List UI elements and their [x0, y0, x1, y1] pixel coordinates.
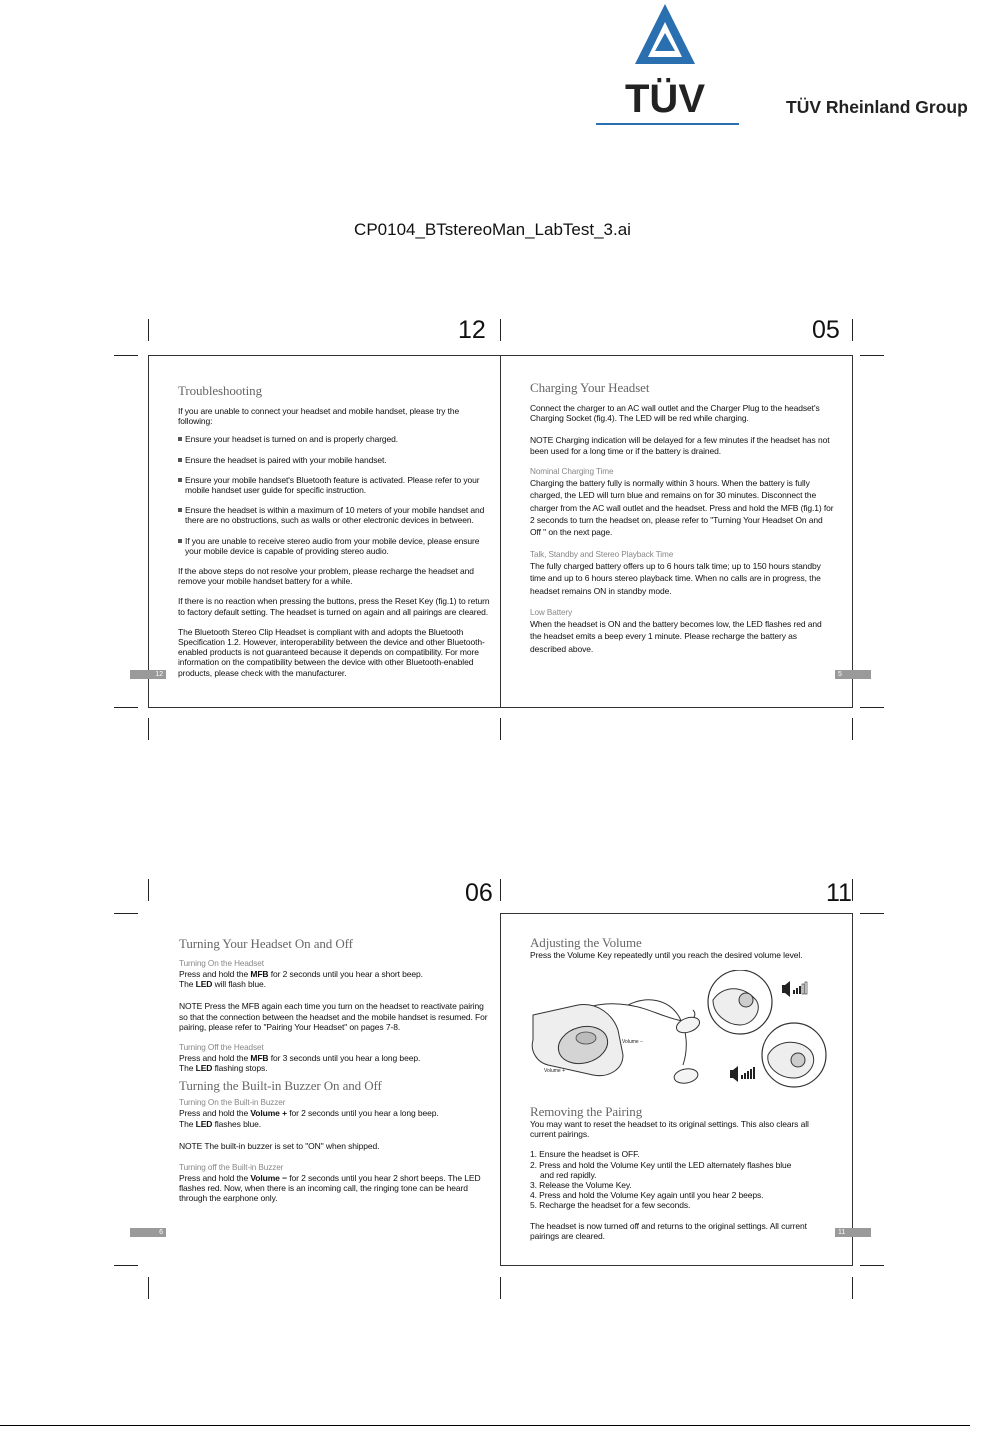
- crop-mark: [500, 879, 501, 901]
- crop-mark: [148, 879, 149, 901]
- volume-high-icon: [782, 981, 807, 997]
- paragraph: Press and hold the Volume − for 2 seconds until you hear 2 short beeps. The LED flashes red. Now, when there is an incoming call, the ringing tone can be heard through the earphone only.: [179, 1173, 481, 1204]
- page-number-left: 12: [458, 316, 486, 344]
- page-tab-right: 11: [835, 1228, 871, 1237]
- list-item: Ensure the headset is within a maximum of 10 meters of your mobile handset and there are no obstructions, such as walls or other electronic devices in between.: [178, 505, 493, 525]
- section-title: Removing the Pairing: [530, 1104, 643, 1119]
- subheading: Turning On the Built-in Buzzer: [179, 1098, 286, 1108]
- page-number-right: 05: [812, 316, 840, 344]
- volume-plus-key: Volume +: [250, 1108, 287, 1119]
- page-tab-left: 12: [130, 670, 166, 679]
- group-name: TÜV Rheinland Group: [786, 97, 968, 117]
- bottom-rule: [0, 1425, 970, 1426]
- logo-underline: [596, 123, 739, 125]
- paragraph: When the headset is ON and the battery becomes low, the LED flashes red and the headset emits a beep every 1 minute. Please recharge the battery as described above.: [530, 619, 822, 654]
- note: NOTE The built-in buzzer is set to "ON" when shipped.: [179, 1140, 380, 1151]
- list-item: and red rapidly.: [540, 1169, 597, 1180]
- list-item: Ensure your headset is turned on and is properly charged.: [178, 434, 493, 444]
- page-tab-left: 6: [130, 1228, 166, 1237]
- page-number-right: 11: [826, 879, 852, 907]
- steps-list: [530, 1149, 835, 1210]
- crop-mark: [114, 1265, 138, 1266]
- crop-mark: [860, 1265, 884, 1266]
- led-label: LED: [195, 1118, 213, 1129]
- crop-mark: [148, 718, 149, 740]
- crop-mark: [500, 718, 501, 740]
- section-title: Turning Your Headset On and Off: [179, 936, 353, 951]
- crop-mark: [852, 718, 853, 740]
- list-item: 4. Press and hold the Volume Key again until you hear 2 beeps.: [530, 1190, 764, 1201]
- list-item: Ensure your mobile handset's Bluetooth feature is activated. Please refer to your mobile handset user guide for specific instruction.: [178, 475, 493, 495]
- subheading: Talk, Standby and Stereo Playback Time: [530, 549, 674, 559]
- logo-text: TÜV: [625, 77, 705, 121]
- paragraph: The headset is now turned off and returns to the original settings. All current pairings are cleared.: [530, 1220, 807, 1241]
- headset-illustration: [528, 970, 838, 1090]
- led-label: LED: [195, 979, 213, 990]
- crop-mark: [148, 1277, 149, 1299]
- volume-minus-key: Volume −: [250, 1173, 287, 1184]
- paragraph: Press and hold the MFB for 2 seconds until you hear a short beep. The LED will flash blue.: [179, 969, 423, 990]
- headset-diagram-icon: [528, 970, 838, 1090]
- section-title: Troubleshooting: [178, 383, 262, 398]
- list-item: 5. Recharge the headset for a few seconds.: [530, 1200, 691, 1211]
- subheading: Nominal Charging Time: [530, 466, 614, 476]
- page-tab-right: 5: [835, 670, 871, 679]
- checklist: [178, 434, 493, 556]
- paragraph: If the above steps do not resolve your problem, please recharge the headset and remove your mobile handset battery for a while.: [178, 566, 474, 587]
- list-item: 1. Ensure the headset is OFF.: [530, 1149, 640, 1160]
- crop-mark: [852, 1277, 853, 1299]
- volume-page: [530, 936, 835, 970]
- list-item: If you are unable to receive stereo audio from your mobile device, please ensure your mobile device is capable of providing stereo audio.: [178, 536, 493, 556]
- spine-divider: [500, 355, 501, 708]
- paragraph: If you are unable to connect your headset and mobile handset, please try the following:: [178, 406, 460, 427]
- note: NOTE Charging indication will be delayed for a few minutes if the headset has not been used for a long time or if the battery is drained.: [530, 435, 830, 456]
- crop-mark: [114, 913, 138, 914]
- list-item: Ensure the headset is paired with your mobile handset.: [178, 455, 493, 465]
- crop-mark: [852, 879, 853, 901]
- note: NOTE Press the MFB again each time you turn on the headset to reactivate pairing so that the connection between the headset and the mobile handset is resumed. For pairing, please refer to "Pairing Your Headset" on pages 7-8.: [179, 1001, 488, 1032]
- list-item: 3. Release the Volume Key.: [530, 1180, 632, 1191]
- crop-mark: [500, 1277, 501, 1299]
- file-name: CP0104_BTstereoMan_LabTest_3.ai: [354, 220, 631, 239]
- power-page: [179, 937, 494, 1214]
- crop-mark: [114, 355, 138, 356]
- crop-mark: [114, 707, 138, 708]
- crop-mark: [148, 319, 149, 341]
- volume-minus-label: Volume −: [622, 1039, 643, 1045]
- crop-mark: [852, 319, 853, 341]
- paragraph: The Bluetooth Stereo Clip Headset is compliant with and adopts the Bluetooth Specification 1.2. However, interoperability between the device and other Bluetooth-enabled products is not guaranteed because it depends on compatibility. For more information on the compatibility between the device with other Bluetooth-enabled products, please check with the manufacturer.: [178, 626, 485, 678]
- crop-mark: [860, 913, 884, 914]
- mfb-key: MFB: [250, 969, 269, 979]
- list-item: 2. Press and hold the Volume Key until the LED alternately flashes blue: [530, 1159, 792, 1170]
- troubleshooting-page: [178, 384, 493, 688]
- section-title: Adjusting the Volume: [530, 935, 642, 950]
- subheading: Turning Off the Headset: [179, 1043, 264, 1053]
- subheading: Low Battery: [530, 608, 573, 618]
- subheading: Turning On the Headset: [179, 959, 264, 968]
- crop-mark: [860, 707, 884, 708]
- section-title: Charging Your Headset: [530, 380, 650, 395]
- crop-mark: [860, 355, 884, 356]
- paragraph: You may want to reset the headset to its original settings. This also clears all current pairings.: [530, 1119, 809, 1140]
- mfb-key: MFB: [250, 1053, 269, 1064]
- paragraph: Press and hold the Volume + for 2 seconds until you hear a long beep. The LED flashes blue.: [179, 1108, 439, 1129]
- paragraph: The fully charged battery offers up to 6 hours talk time; up to 150 hours standby time and up to 6 hours stereo playback time. When no calls are in progress, the headset remains ON in standby mode.: [530, 560, 821, 596]
- paragraph: If there is no reaction when pressing the buttons, press the Reset Key (fig.1) to return to factory default setting. The headset is turned on again and all pairings are cleared.: [178, 596, 490, 617]
- paragraph: Connect the charger to an AC wall outlet and the Charger Plug to the headset's Charging Socket (fig.4). The LED will be red while charging.: [530, 403, 820, 424]
- tuv-triangle-icon: [595, 0, 740, 125]
- paragraph: Charging the battery fully is normally within 3 hours. When the battery is fully charged, the LED will turn blue and remains on for 30 minutes. Disconnect the charger from the AC wall outlet and the headset. Press and hold the MFB (fig.1) for 2 seconds to turn the headset on, please refer to "Turning Your Headset On and Off " on the next page.: [530, 477, 834, 538]
- charging-page: [530, 381, 835, 665]
- crop-mark: [500, 319, 501, 341]
- pairing-page: [530, 1105, 835, 1251]
- volume-low-icon: [730, 1066, 755, 1082]
- subheading: Turning off the Built-in Buzzer: [179, 1163, 284, 1173]
- paragraph: Press and hold the MFB for 3 seconds until you hear a long beep. The LED flashing stops.: [179, 1053, 421, 1074]
- paragraph: Press the Volume Key repeatedly until you reach the desired volume level.: [530, 950, 803, 960]
- section-title: Turning the Built-in Buzzer On and Off: [179, 1078, 382, 1094]
- volume-plus-label: Volume +: [544, 1068, 565, 1074]
- led-label: LED: [195, 1063, 213, 1074]
- tuv-logo: [595, 0, 740, 125]
- page-number-left: 06: [465, 879, 493, 907]
